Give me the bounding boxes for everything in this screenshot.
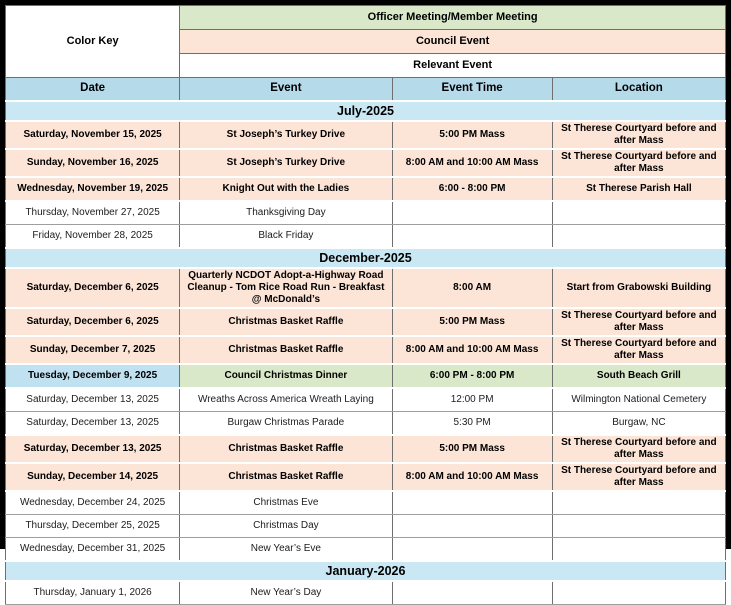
column-header-time: Event Time xyxy=(392,78,552,102)
date-cell: Sunday, November 16, 2025 xyxy=(6,149,180,177)
location-cell: Burgaw, NC xyxy=(552,412,725,436)
location-cell: St Therese Courtyard before and after Mass xyxy=(552,149,725,177)
time-cell: 6:00 PM - 8:00 PM xyxy=(392,364,552,388)
location-cell: St Therese Courtyard before and after Mass xyxy=(552,435,725,463)
date-cell: Wednesday, December 31, 2025 xyxy=(6,538,180,562)
event-cell: Christmas Basket Raffle xyxy=(180,308,392,336)
date-cell: Saturday, December 6, 2025 xyxy=(6,308,180,336)
color-key-relevant-event: Relevant Event xyxy=(180,54,726,78)
event-cell: St Joseph’s Turkey Drive xyxy=(180,121,392,149)
section-header-december-2025: December-2025 xyxy=(6,248,726,268)
time-cell xyxy=(392,581,552,605)
events-tbody xyxy=(6,6,726,605)
event-row xyxy=(6,435,726,463)
time-cell: 8:00 AM and 10:00 AM Mass xyxy=(392,149,552,177)
section-row xyxy=(6,101,726,121)
event-row xyxy=(6,308,726,336)
event-row xyxy=(6,336,726,364)
date-cell: Saturday, December 13, 2025 xyxy=(6,388,180,412)
time-cell: 5:00 PM Mass xyxy=(392,121,552,149)
column-header-location: Location xyxy=(552,78,725,102)
date-cell: Saturday, November 15, 2025 xyxy=(6,121,180,149)
color-key-row-officer xyxy=(6,6,726,30)
date-cell: Saturday, December 6, 2025 xyxy=(6,268,180,308)
location-cell xyxy=(552,491,725,515)
location-cell: St Therese Courtyard before and after Mass xyxy=(552,336,725,364)
date-cell: Sunday, December 7, 2025 xyxy=(6,336,180,364)
event-row xyxy=(6,412,726,436)
event-row xyxy=(6,388,726,412)
event-cell: Christmas Eve xyxy=(180,491,392,515)
event-cell: Council Christmas Dinner xyxy=(180,364,392,388)
date-cell: Thursday, November 27, 2025 xyxy=(6,201,180,225)
event-row xyxy=(6,225,726,249)
event-cell: Thanksgiving Day xyxy=(180,201,392,225)
time-cell: 8:00 AM and 10:00 AM Mass xyxy=(392,463,552,491)
time-cell xyxy=(392,201,552,225)
event-row xyxy=(6,149,726,177)
time-cell: 8:00 AM xyxy=(392,268,552,308)
color-key-officer-meeting: Officer Meeting/Member Meeting xyxy=(180,6,726,30)
event-cell: Black Friday xyxy=(180,225,392,249)
event-cell: Wreaths Across America Wreath Laying xyxy=(180,388,392,412)
event-row xyxy=(6,463,726,491)
event-row xyxy=(6,515,726,538)
section-row xyxy=(6,248,726,268)
time-cell: 6:00 - 8:00 PM xyxy=(392,177,552,201)
location-cell xyxy=(552,581,725,605)
date-cell: Tuesday, December 9, 2025 xyxy=(6,364,180,388)
event-row xyxy=(6,491,726,515)
events-table xyxy=(5,5,726,605)
column-header-row xyxy=(6,78,726,102)
event-row xyxy=(6,121,726,149)
location-cell: Wilmington National Cemetery xyxy=(552,388,725,412)
event-cell: Christmas Basket Raffle xyxy=(180,336,392,364)
time-cell: 8:00 AM and 10:00 AM Mass xyxy=(392,336,552,364)
event-cell: Christmas Day xyxy=(180,515,392,538)
event-cell: Knight Out with the Ladies xyxy=(180,177,392,201)
event-row xyxy=(6,364,726,388)
event-row xyxy=(6,268,726,308)
event-cell: New Year’s Eve xyxy=(180,538,392,562)
location-cell: St Therese Courtyard before and after Mass xyxy=(552,463,725,491)
date-cell: Thursday, January 1, 2026 xyxy=(6,581,180,605)
location-cell: St Therese Parish Hall xyxy=(552,177,725,201)
column-header-event: Event xyxy=(180,78,392,102)
date-cell: Friday, November 28, 2025 xyxy=(6,225,180,249)
location-cell: Start from Grabowski Building xyxy=(552,268,725,308)
section-row xyxy=(6,561,726,581)
location-cell xyxy=(552,515,725,538)
date-cell: Saturday, December 13, 2025 xyxy=(6,412,180,436)
color-key-label: Color Key xyxy=(6,6,180,78)
time-cell: 12:00 PM xyxy=(392,388,552,412)
date-cell: Sunday, December 14, 2025 xyxy=(6,463,180,491)
event-row xyxy=(6,201,726,225)
time-cell: 5:30 PM xyxy=(392,412,552,436)
event-row xyxy=(6,538,726,562)
location-cell: St Therese Courtyard before and after Mass xyxy=(552,308,725,336)
color-key-council-event: Council Event xyxy=(180,30,726,54)
time-cell: 5:00 PM Mass xyxy=(392,435,552,463)
column-header-date: Date xyxy=(6,78,180,102)
date-cell: Thursday, December 25, 2025 xyxy=(6,515,180,538)
event-cell: Quarterly NCDOT Adopt-a-Highway Road Cleanup - Tom Rice Road Run - Breakfast @ McDonald’s xyxy=(180,268,392,308)
event-cell: St Joseph’s Turkey Drive xyxy=(180,149,392,177)
time-cell: 5:00 PM Mass xyxy=(392,308,552,336)
time-cell xyxy=(392,538,552,562)
location-cell xyxy=(552,225,725,249)
event-cell: Christmas Basket Raffle xyxy=(180,435,392,463)
date-cell: Wednesday, December 24, 2025 xyxy=(6,491,180,515)
location-cell: South Beach Grill xyxy=(552,364,725,388)
location-cell: St Therese Courtyard before and after Mass xyxy=(552,121,725,149)
time-cell xyxy=(392,515,552,538)
event-cell: Christmas Basket Raffle xyxy=(180,463,392,491)
location-cell xyxy=(552,538,725,562)
time-cell xyxy=(392,491,552,515)
event-cell: Burgaw Christmas Parade xyxy=(180,412,392,436)
event-row xyxy=(6,177,726,201)
date-cell: Wednesday, November 19, 2025 xyxy=(6,177,180,201)
event-cell: New Year’s Day xyxy=(180,581,392,605)
location-cell xyxy=(552,201,725,225)
section-header-july-2025: July-2025 xyxy=(6,101,726,121)
time-cell xyxy=(392,225,552,249)
event-row xyxy=(6,581,726,605)
section-header-january-2026: January-2026 xyxy=(6,561,726,581)
date-cell: Saturday, December 13, 2025 xyxy=(6,435,180,463)
